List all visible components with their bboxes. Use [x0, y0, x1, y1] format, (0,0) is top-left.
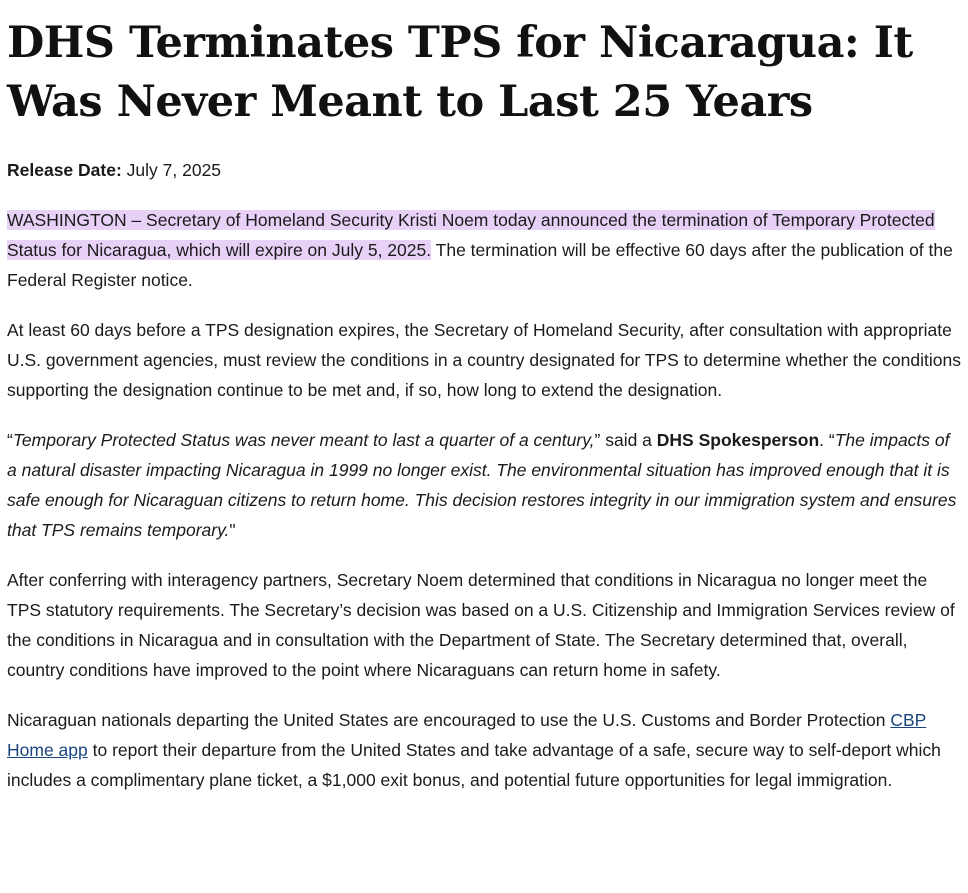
quote-speaker: DHS Spokesperson [656, 430, 820, 450]
paragraph-quote [7, 425, 962, 545]
paragraph-tps-review: At least 60 days before a TPS designation expires, the Secretary of Homeland Security, after consultation with appropriate U.S. government agencies, must review the conditions in a country designated for TPS to determine whether the conditions supporting the designation continue to be met and, if so, how long to extend the designation. [7, 320, 961, 400]
paragraph-cbp-before: Nicaraguan nationals departing the United States are encouraged to use the U.S. Customs and Border Protection [7, 710, 891, 730]
quote-second: The impacts of a natural disaster impacting Nicaragua in 1999 no longer exist. The environmental situation has improved enough that it is safe enough for Nicaraguan citizens to return home. This decision restores integrity in our immigration system and ensures that TPS remains temporary. [7, 430, 957, 540]
quote-separator: . “ [819, 430, 835, 450]
release-date-label: Release Date: [7, 160, 122, 180]
paragraph-intro-rest: The termination will be effective 60 days after the publication of the Federal Register notice. [7, 240, 953, 290]
close-quote: " [229, 520, 236, 540]
paragraph-intro [7, 205, 962, 295]
paragraph-cbp-home [7, 705, 962, 795]
cbp-home-app-link[interactable]: CBP Home app [7, 710, 927, 760]
release-date [7, 155, 962, 185]
paragraph-determination: After conferring with interagency partners, Secretary Noem determined that conditions in Nicaragua no longer meet the TPS statutory requirements. The Secretary’s decision was based on a U.S. Citizenship and Immigration Services review of the conditions in Nicaragua and in consultation with the Department of State. The Secretary determined that, overall, country conditions have improved to the point where Nicaraguans can return home in safety. [7, 570, 955, 680]
quote-attribution: ” said a [594, 430, 657, 450]
quote-first: Temporary Protected Status was never meant to last a quarter of a century, [12, 430, 595, 450]
open-quote: “ [7, 430, 13, 450]
article [7, 0, 962, 795]
release-date-value: July 7, 2025 [126, 160, 222, 180]
paragraph-cbp-after: to report their departure from the United States and take advantage of a safe, secure way to self-deport which includes a complimentary plane ticket, a $1,000 exit bonus, and potential future opportunities for legal immigration. [7, 740, 941, 790]
article-title: DHS Terminates TPS for Nicaragua: It Was Never Meant to Last 25 Years [7, 18, 913, 127]
highlighted-text[interactable]: WASHINGTON – Secretary of Homeland Security Kristi Noem today announced the termination of Temporary Protected Status for Nicaragua, which will expire on July 5, 2025. [7, 210, 935, 260]
